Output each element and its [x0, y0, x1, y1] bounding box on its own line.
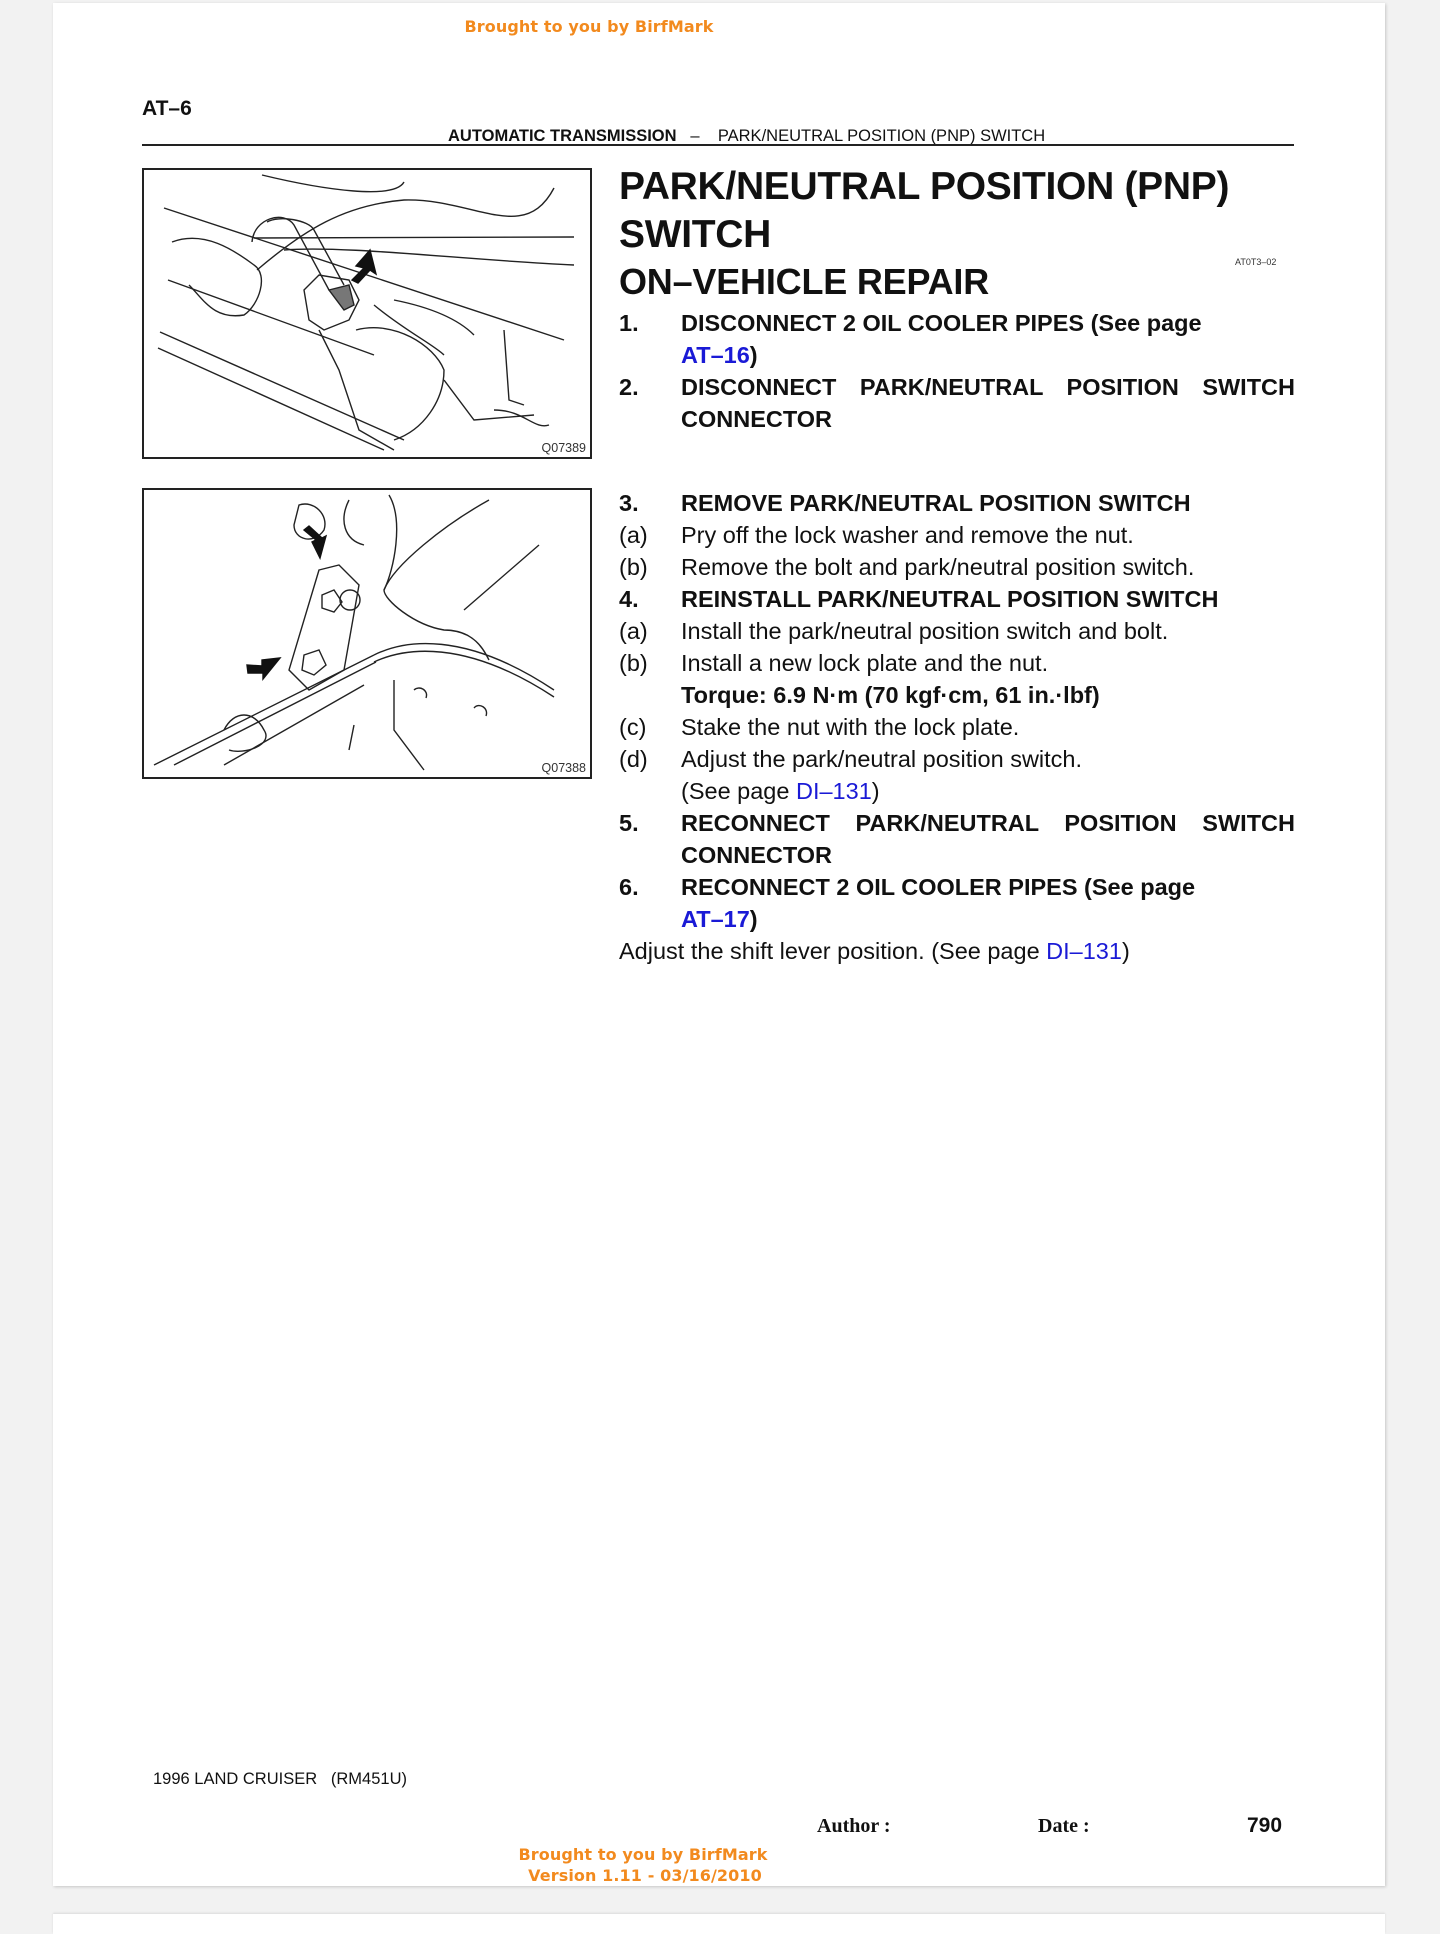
step-text: REMOVE PARK/NEUTRAL POSITION SWITCH [681, 490, 1191, 516]
step-text: DISCONNECT 2 OIL COOLER PIPES (See page [681, 310, 1202, 336]
steps-disconnect [619, 307, 1295, 435]
title-line-2: SWITCH [619, 213, 772, 256]
step-4b [619, 647, 1295, 679]
step-text: Pry off the lock washer and remove the nut. [681, 522, 1134, 548]
final-note [619, 935, 1295, 967]
step-letter: (a) [619, 522, 648, 548]
title-line-1: PARK/NEUTRAL POSITION (PNP) [619, 165, 1230, 208]
step-letter: (a) [619, 618, 648, 644]
step-text: DISCONNECT PARK/NEUTRAL POSITION SWITCH [681, 374, 1295, 400]
step-4c [619, 711, 1295, 743]
header-rule [142, 144, 1294, 146]
switch-illustration [144, 490, 590, 777]
document-page [53, 3, 1385, 1886]
step-number: 3. [619, 490, 639, 516]
step-text: RECONNECT 2 OIL COOLER PIPES (See page [681, 874, 1196, 900]
next-page-edge [53, 1914, 1385, 1934]
step-text-cont: (See page [681, 778, 796, 804]
running-header-section: AUTOMATIC TRANSMISSION [448, 127, 677, 145]
link-di-131[interactable]: DI–131 [795, 778, 872, 804]
step-2 [619, 371, 1295, 435]
step-number: 4. [619, 586, 639, 612]
steps-remove-reinstall [619, 487, 1295, 967]
step-text: Stake the nut with the lock plate. [681, 714, 1020, 740]
step-text: RECONNECT PARK/NEUTRAL POSITION SWITCH [681, 810, 1295, 836]
step-number: 5. [619, 810, 639, 836]
step-3 [619, 487, 1295, 519]
torque-spec [619, 679, 1295, 711]
step-number: 6. [619, 874, 639, 900]
footer-author-label: Author : [817, 1815, 891, 1837]
link-di-131-note[interactable]: DI–131 [1046, 938, 1122, 964]
page-number: 790 [1247, 1814, 1283, 1837]
step-text-tail: ) [749, 906, 758, 932]
link-at-17[interactable]: AT–17 [681, 906, 750, 932]
step-text: REINSTALL PARK/NEUTRAL POSITION SWITCH [681, 586, 1219, 612]
step-letter: (d) [619, 746, 648, 772]
figure-switch [142, 488, 592, 779]
page-code: AT–6 [142, 97, 192, 120]
step-6 [619, 871, 1295, 935]
watermark-version: Version 1.11 - 03/16/2010 [528, 1866, 762, 1885]
running-header-separator: – [690, 127, 700, 145]
connector-illustration [144, 170, 590, 457]
watermark-bottom: Brought to you by BirfMark [518, 1845, 768, 1864]
step-letter: (c) [619, 714, 647, 740]
document-id: AT0T3–02 [1235, 257, 1277, 267]
running-header-topic: PARK/NEUTRAL POSITION (PNP) SWITCH [717, 127, 1046, 145]
footer-model: 1996 LAND CRUISER (RM451U) [153, 1770, 407, 1788]
figure-id: Q07388 [541, 761, 586, 775]
step-text-cont: CONNECTOR [681, 842, 833, 868]
step-text-tail: ) [749, 342, 758, 368]
step-5 [619, 807, 1295, 871]
step-3b [619, 551, 1295, 583]
figure-connector [142, 168, 592, 459]
note-text-tail: ) [1121, 938, 1130, 964]
note-text: Adjust the shift lever position. (See page [619, 938, 1047, 964]
step-letter: (b) [619, 554, 648, 580]
figure-id: Q07389 [541, 441, 586, 455]
step-text-tail: ) [871, 778, 880, 804]
step-4 [619, 583, 1295, 615]
link-at-16[interactable]: AT–16 [681, 342, 750, 368]
step-text: Install the park/neutral position switch and bolt. [681, 618, 1169, 644]
torque-text: Torque: 6.9 N·m (70 kgf·cm, 61 in.·lbf) [681, 682, 1100, 708]
step-4d [619, 743, 1295, 807]
step-text-cont: CONNECTOR [681, 406, 833, 432]
step-4a [619, 615, 1295, 647]
step-text: Remove the bolt and park/neutral position switch. [681, 554, 1195, 580]
step-3a [619, 519, 1295, 551]
section-subtitle: ON–VEHICLE REPAIR [619, 261, 989, 302]
watermark-top: Brought to you by BirfMark [464, 17, 714, 36]
step-1 [619, 307, 1295, 371]
page-title [619, 163, 1319, 259]
step-number: 1. [619, 310, 639, 336]
step-letter: (b) [619, 650, 648, 676]
step-number: 2. [619, 374, 639, 400]
step-text: Install a new lock plate and the nut. [681, 650, 1049, 676]
step-text: Adjust the park/neutral position switch. [681, 746, 1083, 772]
footer-date-label: Date : [1038, 1815, 1090, 1837]
